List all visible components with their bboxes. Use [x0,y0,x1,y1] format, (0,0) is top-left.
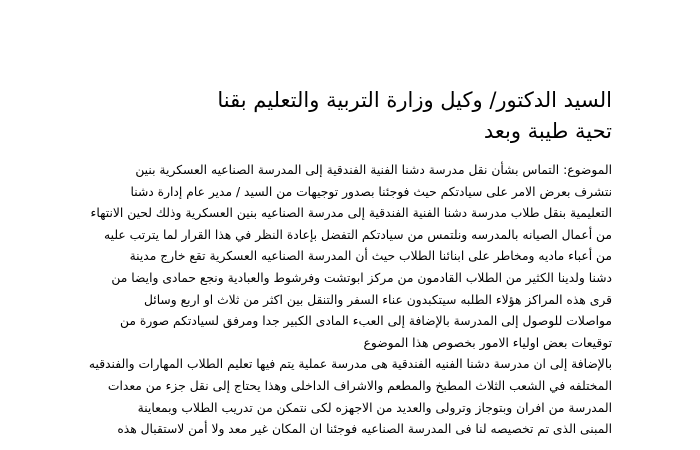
letter-body [82,160,612,441]
body-line: المبنى الذى تم تخصيصه لنا فى المدرسة الصناعيه فوجئنا ان المكان غير معد ولا أمن لاستقبال هذه [117,422,612,437]
body-line: بالإضافة إلى ان مدرسة دشنا الفنيه الفندقية هى مدرسة عملية يتم فيها تعليم الطلاب المهارات والفندقيه [88,357,612,372]
body-line: المختلفه في الشعب الثلاث المطبخ والمطعم والاشراف الداخلى وهذا يحتاج إلى نقل جزء من معدات [107,378,612,393]
body-line: من أعمال الصيانه بالمدرسه ونلتمس من سيادتكم التفضل بإعادة النظر في هذا القرار لما يترتب عليه [104,227,612,242]
body-line: التعليمية بنقل طلاب مدرسة دشنا الفنية الفندقية إلى مدرسة الصناعيه بنين العسكرية وذلك لحين الانتهاء [90,206,612,221]
body-line: قرى هذه المراكز هؤلاء الطلبه سيتكبدون عناء السفر والتنقل بين اكثر من ثلاث او اربع وسائل [143,292,612,307]
greeting-heading: تحية طيبة وبعد [483,119,612,143]
body-line: توقيعات بعض اولياء الامور بخصوص هذا الموضوع [363,335,612,350]
body-line: مواصلات للوصول إلى المدرسة بالإضافة إلى العبء المادى الكبير جدا ومرفق لسيادتكم صورة من [120,314,612,329]
addressee-heading: السيد الدكتور/ وكيل وزارة التربية والتعليم بقنا [217,88,612,112]
body-line: المدرسة من افران وبتوجاز وترولى والعديد من الاجهزه لكى نتمكن من تدريب الطلاب وبمعاينة [137,400,612,415]
body-line: نتشرف بعرض الامر على سيادتكم حيث فوجئنا بصدور توجيهات من السيد / مدير عام إدارة دشنا [130,184,612,199]
body-line-subject: الموضوع: التماس بشأن نقل مدرسة دشنا الفنية الفندقية إلى المدرسة الصناعيه العسكرية بنين [135,163,612,177]
body-line: دشنا ولدينا الكثير من الطلاب القادمون من مركز ابوتشت وفرشوط والعبادية ونجع حمادى وايضا من [111,270,612,285]
body-line: من أعباء ماديه ومخاطر على ابنائنا الطلاب حيث أن المدرسة الصناعيه العسكرية تقع خارج مدينة [129,249,612,264]
